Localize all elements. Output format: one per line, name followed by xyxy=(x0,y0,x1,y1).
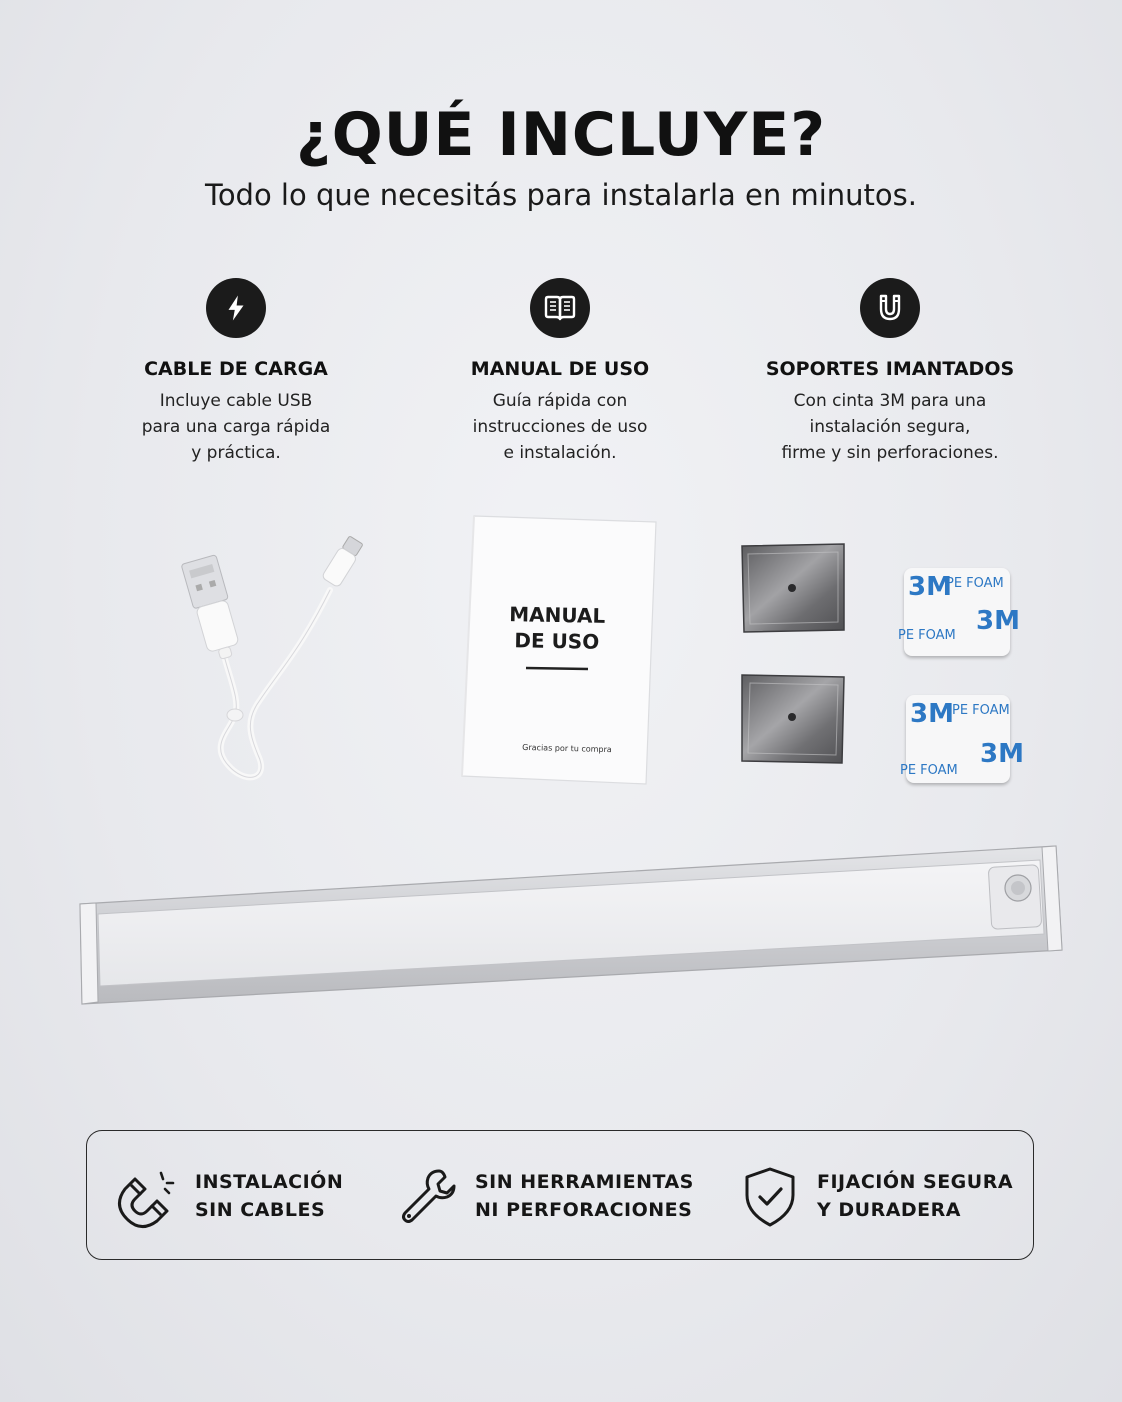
book-icon xyxy=(530,278,590,338)
feature-title: MANUAL DE USO xyxy=(470,358,650,380)
magnet-icon xyxy=(115,1163,181,1229)
benefit-label: FIJACIÓN SEGURA xyxy=(817,1171,1014,1193)
shield-check-icon xyxy=(737,1163,803,1229)
lightning-icon xyxy=(206,278,266,338)
feature-title: SOPORTES IMANTADOS xyxy=(765,358,1015,380)
usb-cable-image xyxy=(150,530,390,820)
page-subtitle: Todo lo que necesitás para instalarla en minutos. xyxy=(205,178,917,212)
metal-bracket-image xyxy=(740,542,848,634)
benefit-secure-fixing xyxy=(737,1131,1013,1261)
feature-description: Incluye cable USB para una carga rápida y práctica. xyxy=(141,391,331,463)
manual-cover-title: DE USO xyxy=(514,628,600,654)
wrench-icon xyxy=(395,1163,461,1229)
benefit-label: Y DURADERA xyxy=(817,1199,961,1221)
benefit-label: SIN HERRAMIENTAS xyxy=(475,1171,694,1193)
benefit-label: INSTALACIÓN xyxy=(195,1171,344,1193)
benefits-box xyxy=(86,1130,1034,1260)
feature-manual xyxy=(410,278,710,466)
metal-bracket-image xyxy=(740,673,848,765)
benefit-no-tools xyxy=(395,1131,694,1261)
manual-cover-footer: Gracias por tu compra xyxy=(522,742,612,755)
magnet-icon xyxy=(860,278,920,338)
feature-description: Con cinta 3M para una instalación segura, firme y sin perforaciones. xyxy=(781,391,999,463)
feature-title: CABLE DE CARGA xyxy=(144,358,328,380)
led-light-bar-image xyxy=(60,838,1070,1014)
page-title: ¿QUÉ INCLUYE? xyxy=(295,100,827,170)
feature-magnetic-mounts xyxy=(740,278,1040,466)
feature-description: Guía rápida con instrucciones de uso e instalación. xyxy=(472,391,648,463)
benefit-wireless-install xyxy=(115,1131,343,1261)
manual-booklet-image xyxy=(442,512,672,787)
feature-charging-cable xyxy=(86,278,386,466)
manual-cover-title: MANUAL xyxy=(509,602,606,628)
benefit-label: SIN CABLES xyxy=(195,1199,326,1221)
benefit-label: NI PERFORACIONES xyxy=(475,1199,693,1221)
foam-tape-image: 3M PE FOAM PE FOAM 3M xyxy=(904,568,1010,656)
foam-tape-image: 3M PE FOAM PE FOAM 3M xyxy=(906,695,1010,783)
